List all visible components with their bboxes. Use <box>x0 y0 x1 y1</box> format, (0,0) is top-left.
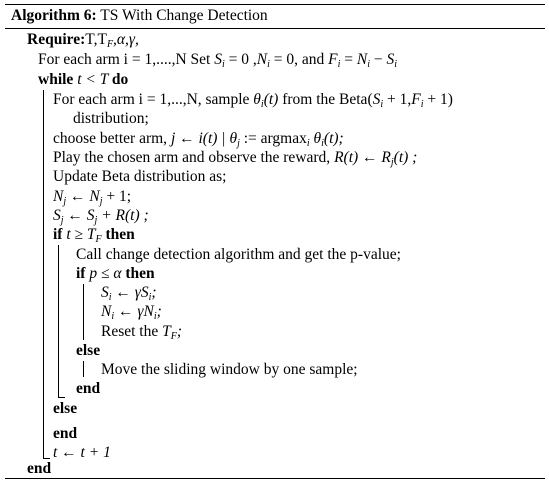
play-line: Play the chosen arm and observe the reward, R(t) ← $R_j(t)$ ; <box>53 149 418 168</box>
require-line: $Require:T,T_F,\alpha,\gamma$, <box>27 31 139 50</box>
inner-else-bar <box>83 361 84 377</box>
update-line: Update Beta distribution as; <box>53 168 227 185</box>
outer-else-line: else <box>53 400 78 417</box>
algorithm-caption <box>11 6 268 26</box>
inner-else-line: else <box>76 342 101 359</box>
caption-rule <box>5 28 545 29</box>
ni-line: $N_i$ ← $\gamma N_i$; <box>101 303 162 322</box>
if-line: if $t \ge T_F$ then <box>53 226 135 245</box>
while-body-bar <box>43 90 44 458</box>
choose-line: choose better arm, j ← i(t) | $\theta_j$ := argmax$_i$ $\theta_i(t)$; <box>53 130 344 149</box>
sample-line: For each arm i = 1,...,N, sample $\theta_i(t)$ from the $Beta(S_i + 1,F_i + 1)$ <box>53 91 453 110</box>
sample-continuation: distribution; <box>73 110 149 127</box>
init-line: For each arm i = 1,....,N Set $S_i = 0$ $,N_i = 0$, and $F_i = N_i - S_i$ <box>38 51 398 70</box>
bottom-rule <box>5 478 545 479</box>
outer-end-line: end <box>53 425 78 442</box>
caption-label: Algorithm 6: <box>11 7 97 24</box>
si-line: $S_i$ ← $\gamma S_i$; <box>101 284 157 303</box>
reset-line: Reset the $T_F$; <box>101 323 183 342</box>
move-line: Move the sliding window by one sample; <box>101 361 358 378</box>
nj-update-line: $N_j$ ← $N_j + 1$; <box>53 188 132 207</box>
inner-end-line: end <box>76 380 101 397</box>
call-line: Call change detection algorithm and get the p-value; <box>76 246 401 263</box>
sj-update-line: $S_j$ ← $S_j + R(t)$ ; <box>53 207 149 226</box>
increment-line: t ← t + 1 <box>53 444 111 461</box>
inner-if-bar <box>83 284 84 340</box>
inner-if-line: if p ≤ α then <box>76 265 155 282</box>
while-end-line: end <box>27 460 52 477</box>
top-rule <box>5 4 545 5</box>
while-line: while t < T do <box>38 71 129 88</box>
caption-title: TS With Change Detection <box>100 7 268 24</box>
algorithm-box <box>5 4 545 479</box>
if-body-bar <box>58 245 59 397</box>
